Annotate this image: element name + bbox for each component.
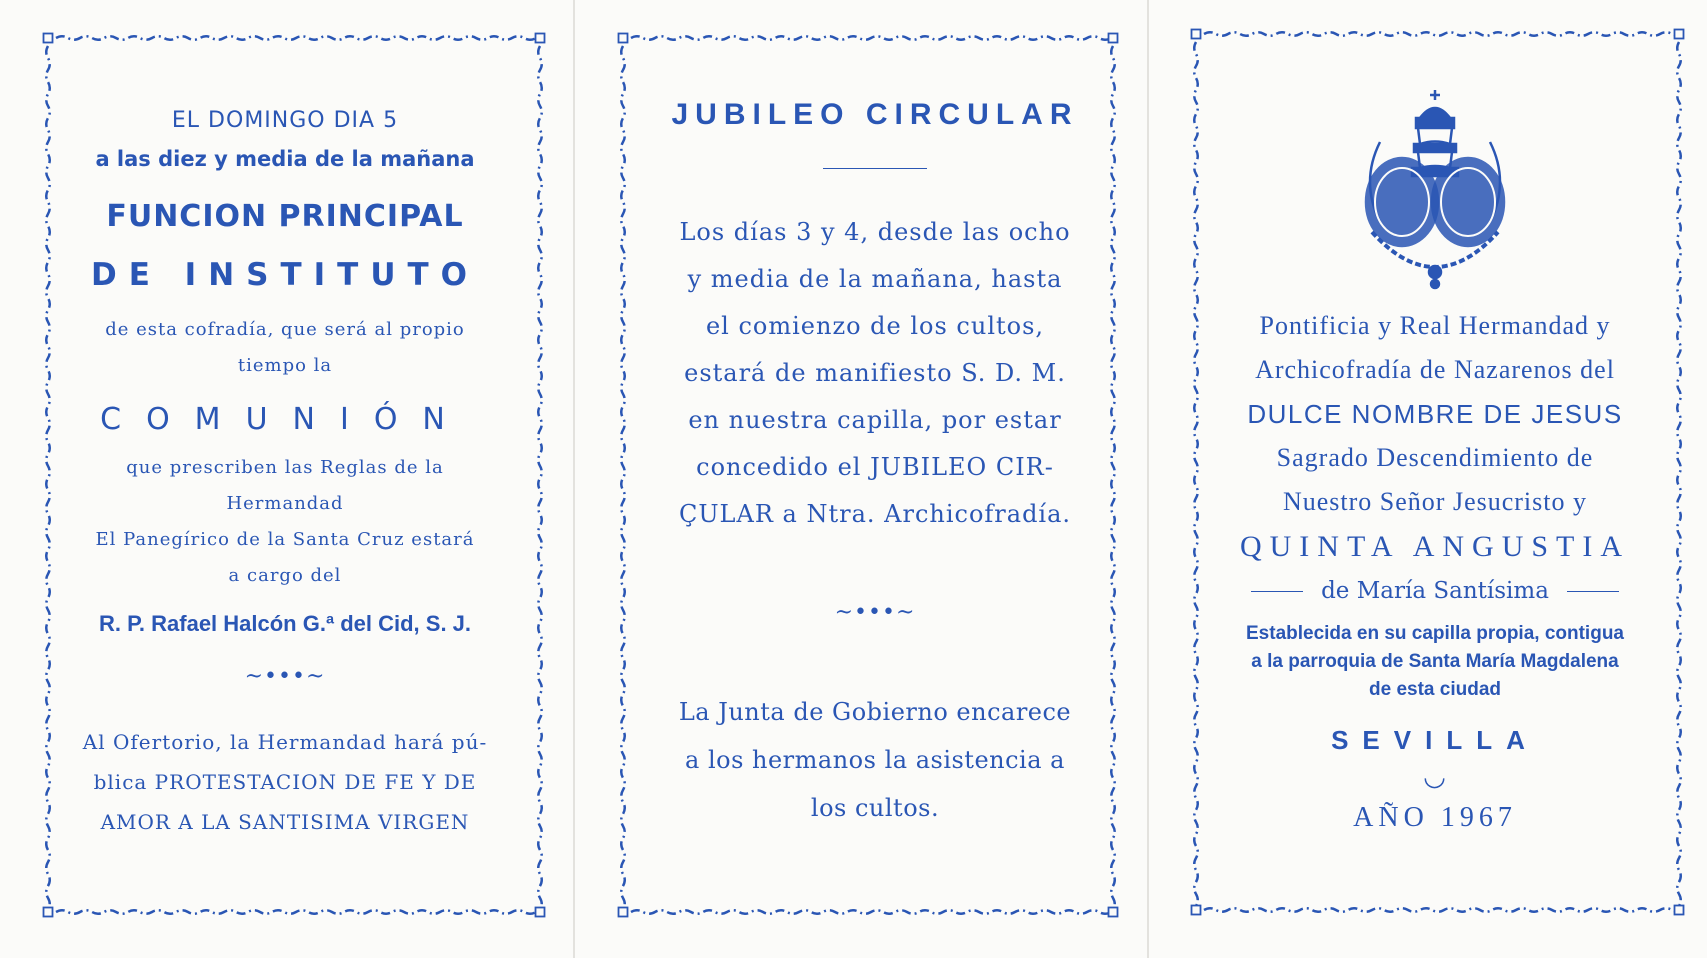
time-line: a las diez y media de la mañana — [95, 147, 475, 171]
offertory-line-3: AMOR A LA SANTISIMA VIRGEN — [100, 810, 470, 834]
offertory-line-1: Al Ofertorio, la Hermandad hará pú- — [82, 730, 488, 754]
tiempo-line: tiempo la — [237, 355, 333, 376]
main-function-title: FUNCION PRINCIPAL — [106, 199, 464, 234]
ornament-divider: ~•••~ — [834, 600, 916, 625]
cofradia-line: de esta cofradía, que será al propio — [105, 319, 465, 340]
jubileo-line: el comienzo de los cultos, — [705, 312, 1045, 340]
year-line: AÑO 1967 — [1353, 802, 1517, 833]
jubileo-title: JUBILEO CIRCULAR — [671, 98, 1079, 131]
hermandad-line: Hermandad — [226, 493, 344, 514]
ornament-divider: ~•••~ — [244, 664, 326, 689]
brotherhood-line: Archicofradía de Nazarenos del — [1255, 355, 1615, 384]
panegyric-line: El Panegírico de la Santa Cruz estará — [95, 529, 475, 550]
established-line: Establecida en su capilla propia, contigua — [1246, 623, 1624, 644]
cargo-line: a cargo del — [228, 565, 342, 586]
junta-line: los cultos. — [810, 794, 940, 822]
jubileo-line: estará de manifiesto S. D. M. — [684, 359, 1066, 387]
preacher-name: R. P. Rafael Halcón G.ª del Cid, S. J. — [98, 611, 472, 636]
panel-middle-text — [665, 90, 1085, 832]
junta-line: La Junta de Gobierno encarece — [678, 698, 1072, 726]
jubileo-line: y media de la mañana, hasta — [687, 265, 1063, 293]
jubileo-line: concedido el JUBILEO CIR- — [696, 453, 1054, 481]
jubileo-line: en nuestra capilla, por estar — [688, 406, 1062, 434]
city-ref-line: de esta ciudad — [1369, 679, 1501, 700]
dulce-nombre-line: DULCE NOMBRE DE JESUS — [1247, 399, 1623, 429]
title-rule — [823, 168, 927, 169]
parish-line: a la parroquia de Santa María Magdalena — [1251, 651, 1619, 672]
jubileo-body — [665, 209, 1085, 538]
maria-row — [1225, 570, 1645, 612]
dash-right — [1567, 591, 1619, 592]
maria-santisima-line: de María Santísima — [1321, 578, 1549, 604]
junta-line: a los hermanos la asistencia a — [685, 746, 1065, 774]
city-name: SEVILLA — [1331, 725, 1539, 755]
descendimiento-line: Sagrado Descendimiento de — [1276, 443, 1594, 472]
dash-left — [1251, 591, 1303, 592]
jubileo-line: Los días 3 y 4, desde las ocho — [679, 218, 1071, 246]
panel-left-text — [60, 100, 510, 842]
quinta-angustia-line: QUINTA ANGUSTIA — [1239, 530, 1631, 563]
brotherhood-line: Pontificia y Real Hermandad y — [1259, 311, 1611, 340]
jesucristo-line: Nuestro Señor Jesucristo y — [1282, 487, 1587, 516]
communion-title: COMUNIÓN — [100, 402, 470, 437]
jubileo-line: ÇULAR a Ntra. Archicofradía. — [678, 500, 1072, 528]
offertory-line-2: blica PROTESTACION DE FE Y DE — [93, 770, 477, 794]
junta-body — [665, 688, 1085, 832]
brotherhood-crest-icon — [1350, 82, 1520, 290]
reglas-line: que prescriben las Reglas de la — [126, 457, 444, 478]
panel-right-text — [1225, 82, 1645, 844]
ornament-smile: ◡ — [1423, 762, 1447, 792]
sunday-heading: EL DOMINGO DIA 5 — [171, 108, 399, 133]
institute-title: DE INSTITUTO — [90, 257, 479, 293]
